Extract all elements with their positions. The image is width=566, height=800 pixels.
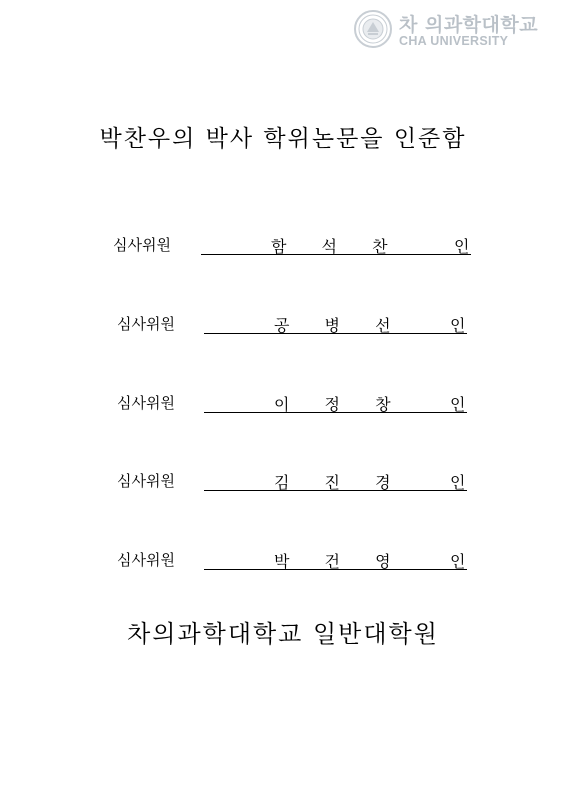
committee-row bbox=[117, 313, 477, 337]
university-logo bbox=[354, 8, 554, 48]
committee-role: 심사위원 bbox=[117, 551, 175, 569]
seal-mark: 인 bbox=[454, 237, 470, 256]
logo-korean-text: 차 의과학대학교 bbox=[399, 14, 539, 36]
committee-member-name: 박 건 영 bbox=[274, 552, 406, 571]
university-seal-icon bbox=[354, 10, 392, 48]
committee-row bbox=[113, 234, 473, 258]
committee-role: 심사위원 bbox=[117, 315, 175, 333]
committee-row bbox=[117, 549, 477, 573]
committee-row bbox=[117, 470, 477, 494]
committee-member-name: 이 정 창 bbox=[274, 395, 406, 414]
committee-row bbox=[117, 392, 477, 416]
seal-mark: 인 bbox=[450, 395, 466, 414]
document-title: 박찬우의 박사 학위논문을 인준함 bbox=[99, 126, 467, 152]
logo-english-text: CHA UNIVERSITY bbox=[399, 34, 509, 48]
seal-mark: 인 bbox=[450, 473, 466, 492]
committee-member-name: 공 병 선 bbox=[274, 316, 406, 335]
committee-member-name: 김 진 경 bbox=[274, 473, 406, 492]
committee-role: 심사위원 bbox=[117, 472, 175, 490]
seal-mark: 인 bbox=[450, 552, 466, 571]
institution-name: 차의과학대학교 일반대학원 bbox=[127, 620, 439, 648]
committee-role: 심사위원 bbox=[117, 394, 175, 412]
seal-mark: 인 bbox=[450, 316, 466, 335]
committee-role: 심사위원 bbox=[113, 236, 171, 254]
committee-member-name: 함 석 찬 bbox=[271, 237, 403, 256]
